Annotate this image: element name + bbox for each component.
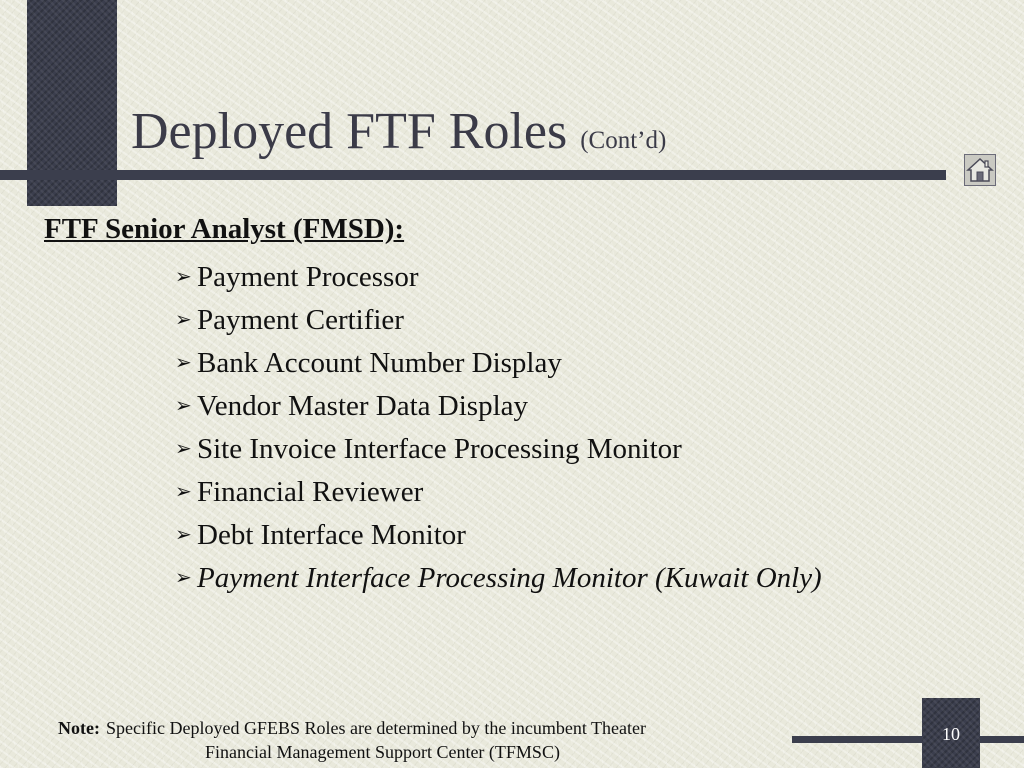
role-label: Payment Processor xyxy=(197,260,419,293)
role-list-item xyxy=(175,341,822,384)
arrow-bullet-icon: ➢ xyxy=(175,566,192,589)
note-line-2: Financial Management Support Center (TFMSC) xyxy=(205,742,560,762)
footer-rule-left xyxy=(792,736,922,743)
footer-rule-right xyxy=(980,736,1024,743)
role-list-item xyxy=(175,427,822,470)
role-list-item xyxy=(175,255,822,298)
arrow-bullet-icon: ➢ xyxy=(175,351,192,374)
title-underline-bar xyxy=(0,170,946,180)
role-label: Bank Account Number Display xyxy=(197,346,562,379)
page-number: 10 xyxy=(942,724,960,744)
arrow-bullet-icon: ➢ xyxy=(175,437,192,460)
arrow-bullet-icon: ➢ xyxy=(175,480,192,503)
home-button[interactable] xyxy=(964,154,996,186)
slide-title-text: Deployed FTF Roles xyxy=(131,103,568,160)
section-heading: FTF Senior Analyst (FMSD): xyxy=(44,213,405,245)
role-list-item xyxy=(175,470,822,513)
slide-title-suffix: (Cont’d) xyxy=(580,127,667,154)
role-list-item xyxy=(175,384,822,427)
role-list-item xyxy=(175,556,822,599)
slide-title xyxy=(131,102,666,161)
arrow-bullet-icon: ➢ xyxy=(175,523,192,546)
footer-note xyxy=(58,716,798,764)
role-label: Site Invoice Interface Processing Monitor xyxy=(197,432,682,465)
note-label: Note: xyxy=(58,718,100,738)
roles-list xyxy=(175,255,822,599)
role-label: Payment Interface Processing Monitor (Kuwait Only) xyxy=(197,561,822,594)
role-label: Vendor Master Data Display xyxy=(197,389,528,422)
role-label: Financial Reviewer xyxy=(197,475,424,508)
arrow-bullet-icon: ➢ xyxy=(175,265,192,288)
note-line-1: Specific Deployed GFEBS Roles are determined by the incumbent Theater xyxy=(105,718,647,738)
role-list-item xyxy=(175,298,822,341)
role-label: Debt Interface Monitor xyxy=(197,518,466,551)
role-list-item xyxy=(175,513,822,556)
role-label: Payment Certifier xyxy=(197,303,404,336)
home-icon xyxy=(965,155,995,185)
arrow-bullet-icon: ➢ xyxy=(175,394,192,417)
arrow-bullet-icon: ➢ xyxy=(175,308,192,331)
